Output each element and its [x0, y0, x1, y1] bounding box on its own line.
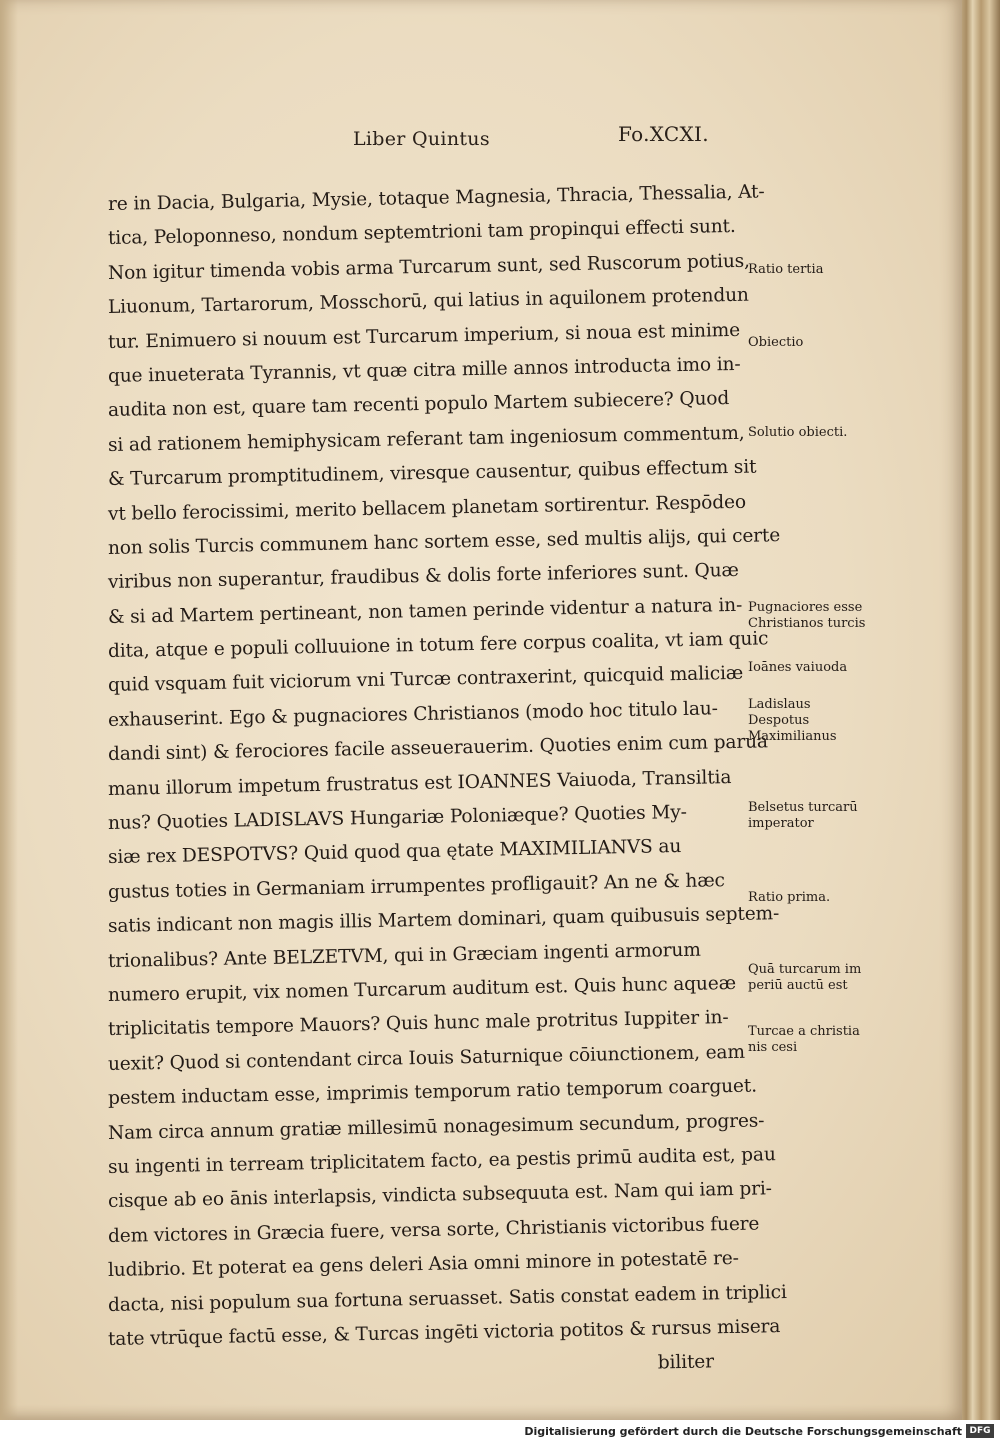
text-line: dandi sint) & ferociores facile asseuerauerim. Quoties enim cum parua [107, 731, 769, 766]
text-line: biliter [657, 1351, 715, 1374]
text-line: Liuonum, Tartarorum, Mosschorū, qui latius in aquilonem protendun [107, 284, 749, 319]
text-line: gustus toties in Germaniam irrumpentes profligauit? An ne & hæc [107, 869, 726, 903]
text-line: Nam circa annum gratiæ millesimū nonagesimum secundum, progres- [107, 1109, 765, 1144]
text-line: vt bello ferocissimi, merito bellacem planetam sortirentur. Respōdeo [107, 491, 747, 525]
text-line: que inueterata Tyrannis, vt quæ citra mille annos introducta imo in- [107, 353, 741, 387]
marginal-note: Ratio prima. [748, 890, 831, 905]
text-line: dacta, nisi populum sua fortuna seruasset. Satis constat eadem in triplici [107, 1281, 787, 1316]
dfg-logo: DFG [966, 1424, 994, 1438]
text-line: non solis Turcis communem hanc sortem esse, sed multis alijs, qui certe [107, 525, 781, 559]
funding-credit: Digitalisierung gefördert durch die Deutsche Forschungsgemeinschaft [524, 1425, 962, 1438]
text-line: dem victores in Græcia fuere, versa sorte, Christianis victoribus fuere [107, 1213, 760, 1247]
text-line: si ad rationem hemiphysicam referant tam ingeniosum commentum, [107, 422, 745, 456]
text-line: satis indicant non magis illis Martem dominari, quam quibusuis septem- [107, 903, 780, 938]
text-line: exhauserint. Ego & pugnaciores Christianos (modo hoc titulo lau- [107, 698, 718, 731]
text-line: cisque ab eo ānis interlapsis, vindicta subsequuta est. Nam qui iam pri- [107, 1178, 773, 1213]
marginal-note: Ladislaus Despotus Maximilianus [748, 697, 837, 744]
text-line: su ingenti in terream triplicitatem facto, ea pestis primū audita est, pau [107, 1144, 776, 1178]
marginal-note: Quā turcarum im periū auctū est [748, 962, 862, 993]
footer-bar [0, 1420, 1000, 1443]
text-line: viribus non superantur, fraudibus & dolis forte inferiores sunt. Quæ [107, 560, 739, 594]
marginal-note: Ratio tertia [748, 262, 824, 277]
text-line: triplicitatis tempore Mauors? Quis hunc male protritus Iuppiter in- [107, 1007, 729, 1041]
text-line: audita non est, quare tam recenti populo Martem subiecere? Quod [107, 388, 730, 422]
marginal-note: Pugnaciores esse Christianos turcis [748, 600, 866, 631]
text-line: tate vtrūque factū esse, & Turcas ingēti victoria potitos & rursus misera [107, 1315, 781, 1350]
text-line: quid vsquam fuit viciorum vni Turcæ contraxerint, quicquid maliciæ [107, 663, 744, 697]
text-line: Non igitur timenda vobis arma Turcarum sunt, sed Ruscorum potius, [107, 250, 751, 284]
marginal-note: Obiectio [748, 335, 804, 350]
marginal-note: Ioānes vaiuoda [748, 660, 848, 675]
text-line: tica, Peloponneso, nondum septemtrioni tam propinqui effecti sunt. [107, 216, 736, 250]
text-line: re in Dacia, Bulgaria, Mysie, totaque Magnesia, Thracia, Thessalia, At- [107, 181, 765, 215]
text-line: & Turcarum promptitudinem, viresque causentur, quibus effectum sit [107, 456, 757, 491]
text-line: & si ad Martem pertineant, non tamen perinde videntur a natura in- [107, 594, 743, 628]
text-line: dita, atque e populi colluuione in totum fere corpus coalita, vt iam quic [107, 628, 769, 663]
text-line: ludibrio. Et poterat ea gens deleri Asia omni minore in potestatē re- [107, 1248, 739, 1282]
folio-number: Fo.XCXI. [618, 122, 709, 146]
text-line: numero erupit, vix nomen Turcarum auditum est. Quis hunc aqueæ [107, 972, 737, 1006]
text-line: nus? Quoties LADISLAVS Hungariæ Poloniæque? Quoties My- [107, 801, 687, 835]
text-line: tur. Enimuero si nouum est Turcarum imperium, si noua est minime [107, 319, 741, 353]
marginal-note: Turcae a christia nis cesi [748, 1024, 860, 1055]
marginal-note: Solutio obiecti. [748, 425, 848, 440]
marginal-note: Belsetus turcarū imperator [748, 800, 858, 831]
book-page-edges [958, 0, 1000, 1420]
text-line: siæ rex DESPOTVS? Quid quod qua ętate MAXIMILIANVS au [107, 836, 682, 869]
text-line: trionalibus? Ante BELZETVM, qui in Græciam ingenti armorum [107, 939, 701, 972]
text-line: pestem inductam esse, imprimis temporum ratio temporum coarguet. [107, 1075, 758, 1110]
text-line: uexit? Quod si contendant circa Iouis Saturnique cōiunctionem, eam [107, 1041, 746, 1075]
text-line: manu illorum impetum frustratus est IOANNES Vaiuoda, Transiltia [107, 766, 732, 800]
running-title: Liber Quintus [353, 128, 490, 150]
